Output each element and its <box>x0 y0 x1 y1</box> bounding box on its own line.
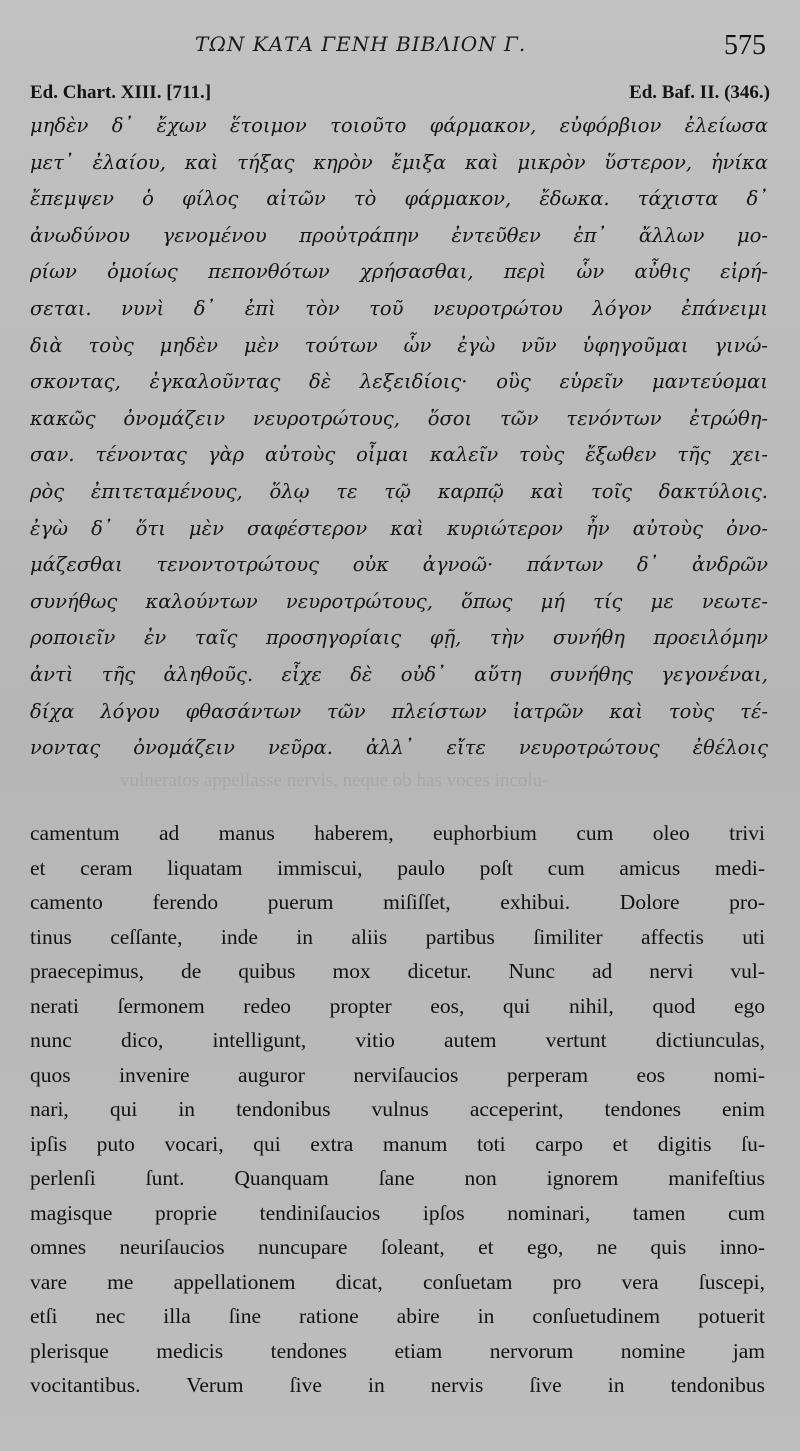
edition-basel-reference: Ed. Baf. II. (346.) <box>629 82 770 103</box>
latin-text-line: perlenſi ſunt. Quanquam ſane non ignorem manifeſtius <box>30 1166 765 1190</box>
latin-text-line: tinus ceſſante, inde in aliis partibus ſimiliter affectis uti <box>30 924 765 949</box>
running-title: ΤΩΝ ΚΑΤΑ ΓΕΝΗ ΒΙΒΛΙΟΝ Γ. <box>195 32 527 56</box>
latin-text-line: vocitantibus. Verum ſive in nervis ſive in tendonibus <box>30 1373 765 1397</box>
greek-text-line: ἀνωδύνου γενομένου προὐτράπην ἐντεῦθεν ἐπ᾽ ἄλλων μο- <box>30 223 768 247</box>
latin-text-line: nunc dico, intelligunt, vitio autem vertunt dictiunculas, <box>30 1028 765 1052</box>
latin-text-line: et ceram liquatam immiscui, paulo poſt cum amicus medi- <box>30 855 765 880</box>
latin-text-line: ipſis puto vocari, qui extra manum toti carpo et digitis ſu- <box>30 1131 765 1156</box>
greek-text-line: ροποιεῖν ἐν ταῖς προσηγορίαις φῇ, τὴν συνήθη προειλόμην <box>30 626 768 650</box>
latin-text-column <box>30 816 765 1403</box>
greek-text-line: σεται. νυνὶ δ᾽ ἐπὶ τὸν τοῦ νευροτρώτου λόγον ἐπάνειμι <box>30 296 768 320</box>
latin-text-line: omnes neuriſaucios nuncupare ſoleant, et ego, ne quis inno- <box>30 1235 765 1259</box>
latin-text-line: nari, qui in tendonibus vulnus acceperint, tendones enim <box>30 1097 765 1121</box>
latin-text-line: camento ferendo puerum miſiſſet, exhibui. Dolore pro- <box>30 890 765 914</box>
greek-text-line: σαν. τένοντας γὰρ αὐτοὺς οἶμαι καλεῖν τοὺς ἔξωθεν τῆς χει- <box>30 443 768 467</box>
latin-text-line: nerati ſermonem redeo propter eos, qui nihil, quod ego <box>30 993 765 1018</box>
greek-text-line: δίχα λόγου φθασάντων τῶν πλείστων ἰατρῶν καὶ τοὺς τέ- <box>30 699 768 723</box>
latin-text-line: vare me appellationem dicat, conſuetam pro vera ſuscepi, <box>30 1269 765 1294</box>
greek-text-line: ἀντὶ τῆς ἀληθοῦς. εἶχε δὲ οὐδ᾽ αὕτη συνήθης γεγονέναι, <box>30 662 768 686</box>
latin-text-line: magisque proprie tendiniſaucios ipſos nominari, tamen cum <box>30 1200 765 1225</box>
greek-text-line: ρίων ὁμοίως πεπονθότων χρήσασθαι, περὶ ὧν αὖθις εἰρή- <box>30 260 768 284</box>
running-head <box>0 30 800 64</box>
greek-text-line: κακῶς ὀνομάζειν νευροτρώτους, ὅσοι τῶν τενόντων ἐτρώθη- <box>30 406 768 430</box>
latin-text-line: quos invenire auguror nerviſaucios perperam eos nomi- <box>30 1062 765 1087</box>
greek-text-line: σκοντας, ἐγκαλοῦντας δὲ λεξειδίοις· οὓς εὑρεῖν μαντεύομαι <box>30 370 768 394</box>
greek-text-line: ἔπεμψεν ὁ φίλος αἰτῶν τὸ φάρμακον, ἔδωκα. τάχιστα δ᾽ <box>30 187 768 211</box>
greek-text-column <box>30 108 768 767</box>
greek-text-line: μηδὲν δ᾽ ἔχων ἕτοιμον τοιοῦτο φάρμακον, εὐφόρβιον ἐλείωσα <box>30 114 768 137</box>
bleed-through-text: vulneratos appellasse nervis, neque ob has voces incolu- <box>120 770 549 791</box>
greek-text-line: διὰ τοὺς μηδὲν μὲν τούτων ὧν ἐγὼ νῦν ὑφηγοῦμαι γινώ- <box>30 333 768 357</box>
greek-text-line: μετ᾽ ἐλαίου, καὶ τήξας κηρὸν ἔμιξα καὶ μικρὸν ὕστερον, ἡνίκα <box>30 150 768 174</box>
greek-text-line: ρὸς ἐπιτεταμένους, ὅλῳ τε τῷ καρπῷ καὶ τοῖς δακτύλοις. <box>30 479 768 503</box>
latin-text-line: praecepimus, de quibus mox dicetur. Nunc ad nervi vul- <box>30 959 765 983</box>
greek-text-line: μάζεσθαι τενοντοτρώτους οὐκ ἀγνοῶ· πάντων δ᾽ ἀνδρῶν <box>30 553 768 577</box>
page-number: 575 <box>724 30 766 61</box>
latin-text-line: plerisque medicis tendones etiam nervorum nomine jam <box>30 1338 765 1363</box>
greek-text-line: ἐγὼ δ᾽ ὅτι μὲν σαφέστερον καὶ κυριώτερον ἦν αὐτοὺς ὀνο- <box>30 516 768 540</box>
greek-text-line: νοντας ὀνομάζειν νεῦρα. ἀλλ᾽ εἴτε νευροτρώτους ἐθέλοις <box>30 736 768 760</box>
edition-reference-line <box>30 82 770 108</box>
edition-chart-reference: Ed. Chart. XIII. [711.] <box>30 82 212 103</box>
greek-text-line: συνήθως καλούντων νευροτρώτους, ὅπως μή τίς με νεωτε- <box>30 589 768 613</box>
latin-text-line: camentum ad manus haberem, euphorbium cum oleo trivi <box>30 821 765 845</box>
latin-text-line: etſi nec illa ſine ratione abire in conſuetudinem potuerit <box>30 1304 765 1328</box>
